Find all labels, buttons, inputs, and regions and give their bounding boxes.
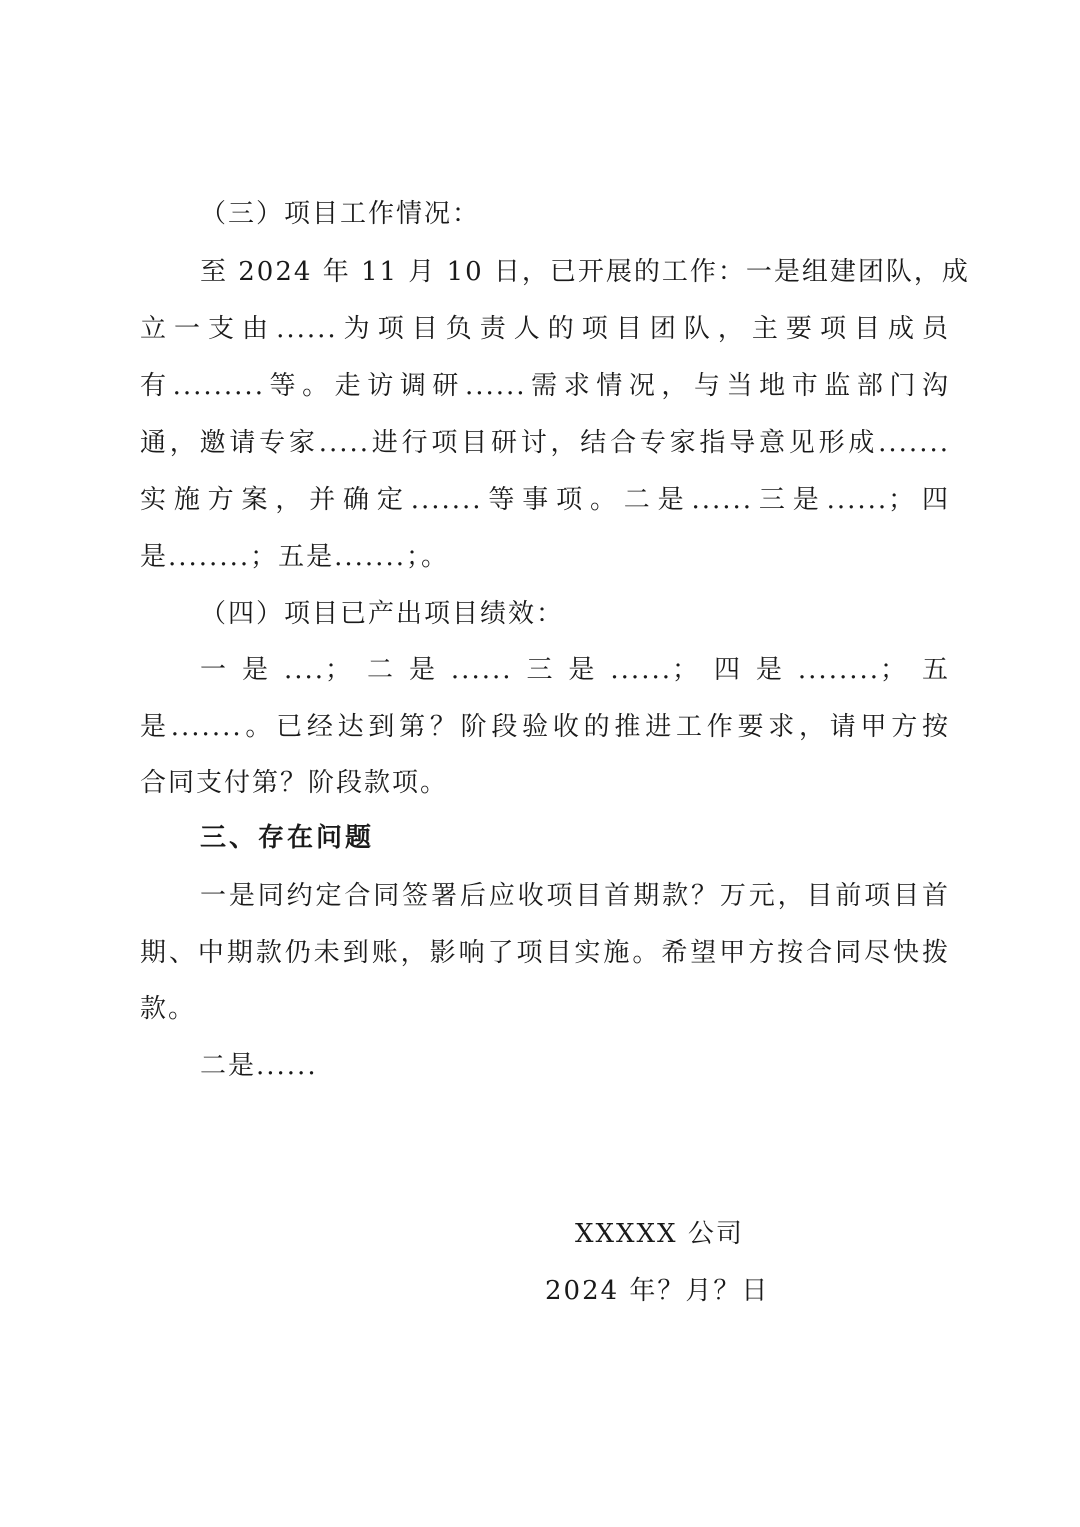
section-4-paragraph-line: 是.......。已经达到第？阶段验收的推进工作要求，请甲方按 <box>140 712 950 742</box>
problem-2-line: 二是...... <box>200 1051 318 1081</box>
section-4-paragraph-line: 合同支付第？阶段款项。 <box>140 768 449 798</box>
section-3-heading: （三）项目工作情况： <box>200 199 481 229</box>
section-3-paragraph-line: 立一支由......为项目负责人的项目团队，主要项目成员 <box>140 314 950 344</box>
section-3-paragraph-line: 至 2024 年 11 月 10 日，已开展的工作：一是组建团队，成 <box>200 257 970 287</box>
section-3-paragraph-line: 是........；五是.......；。 <box>140 542 449 572</box>
section-3-paragraph-line: 通，邀请专家.....进行项目研讨，结合专家指导意见形成....... <box>140 428 950 458</box>
problem-1-line: 一是同约定合同签署后应收项目首期款？万元，目前项目首 <box>200 881 950 911</box>
section-4-heading: （四）项目已产出项目绩效： <box>200 599 565 629</box>
problem-1-line: 期、中期款仍未到账，影响了项目实施。希望甲方按合同尽快拨 <box>140 938 950 968</box>
section-4-paragraph-line: 一是....；二是......三是......；四是........；五 <box>200 655 950 685</box>
problems-heading: 三、存在问题 <box>200 823 375 853</box>
problem-1-line: 款。 <box>140 994 197 1024</box>
section-3-paragraph-line: 实施方案，并确定.......等事项。二是......三是......；四 <box>140 485 950 515</box>
signature-date: 2024 年？月？日 <box>545 1276 770 1306</box>
signature-company: XXXXX 公司 <box>575 1219 744 1249</box>
section-3-paragraph-line: 有.........等。走访调研......需求情况，与当地市监部门沟 <box>140 371 950 401</box>
